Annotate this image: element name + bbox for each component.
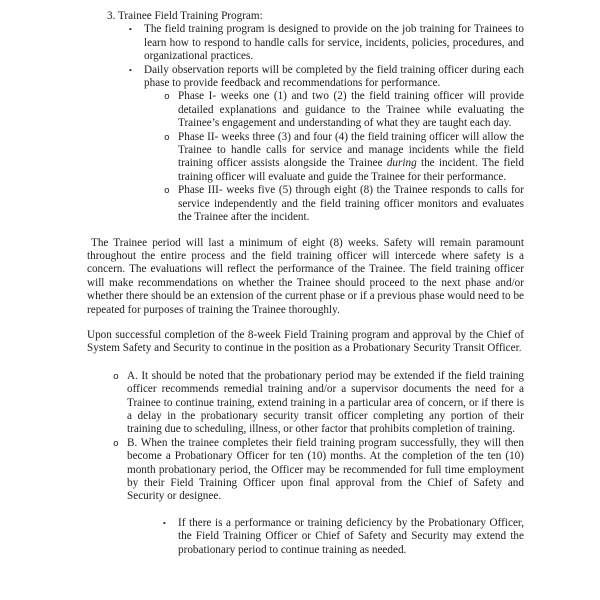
- bullet-text: Daily observation reports will be completed by the field training officer during each phase to provide feedback and recommendations for performance.: [144, 63, 524, 90]
- circle-bullet-icon: o: [164, 131, 170, 143]
- section-heading: 3. Trainee Field Training Program:: [107, 10, 263, 22]
- square-bullet-icon: ▪: [129, 24, 132, 34]
- phase-text-italic: during: [386, 157, 417, 170]
- list-item-probation-a: [113, 370, 524, 437]
- paragraph-trainee-period: The Trainee period will last a minimum of eight (8) weeks. Safety will remain paramount throughout the entire process and the field training officer will intercede where safety is a concern. The evaluations will reflect the performance of the Trainee. The field training officer will make recommendations on whether the Trainee should proceed to the next phase and/or whether there should be an extension of the current phase or if a previous phase would need to be repeated for purposes of training the Trainee thoroughly.: [87, 236, 524, 316]
- square-bullet-icon: ▪: [129, 65, 132, 75]
- list-item: [129, 64, 524, 91]
- phase-text: Phase III- weeks five (5) through eight (8) the Trainee responds to calls for service independently and the field training officer monitors and evaluates the Trainee after the incident.: [178, 184, 524, 224]
- circle-bullet-icon: o: [113, 370, 119, 382]
- list-item-phase-1: [164, 90, 524, 130]
- probation-item-text: B. When the trainee completes their field training program successfully, they will then become a Probationary Officer for ten (10) months. At the completion of the ten (10) month probationary period, the Officer may be recommended for full time employment by their Field Training Officer upon final approval from the Chief of Safety and Security or designee.: [127, 436, 524, 503]
- paragraph-completion: Upon successful completion of the 8-week Field Training program and approval by the Chief of System Safety and Security to continue in the position as a Probationary Security Transit Officer.: [87, 328, 524, 355]
- spacer: [87, 356, 524, 370]
- phase-text-post: the incident. The field training officer will evaluate and guide the Trainee for their performance.: [178, 157, 525, 183]
- spacer: [87, 317, 524, 329]
- circle-bullet-icon: o: [113, 437, 119, 449]
- circle-bullet-icon: o: [164, 185, 170, 197]
- square-bullet-icon: ▪: [163, 518, 166, 528]
- phase-text: [178, 131, 524, 185]
- bullet-text: The field training program is designed to provide on the job training for Trainees to learn how to respond to handle calls for service, incidents, policies, procedures, and organizational practices.: [144, 23, 524, 63]
- list-item: [129, 23, 524, 63]
- list-item-phase-2: [164, 131, 524, 185]
- spacer: [87, 225, 524, 237]
- list-item-probation-b: [113, 437, 524, 504]
- phase-text-pre: Phase II- weeks three (3) and four (4) the field training officer will allow the Trainee to handle calls for service and manage incidents while the field training officer assists alongside the Trainee: [178, 130, 524, 170]
- probation-item-text: A. It should be noted that the probationary period may be extended if the field training officer recommends remedial training and/or a supervisor documents the need for a Trainee to continue training, extend training in a particular area of concern, or if there is a delay in the probationary security transit officer completing any portion of their training due to scheduling, illness, or other factor that prohibits completion of training.: [127, 369, 524, 436]
- circle-bullet-icon: o: [164, 91, 170, 103]
- list-item-phase-3: [164, 184, 524, 224]
- list-item-final-note: [163, 517, 524, 557]
- final-note-text: If there is a performance or training deficiency by the Probationary Officer, the Field Training Officer or Chief of Safety and Security may extend the probationary period to continue training as needed.: [178, 516, 524, 556]
- spacer: [87, 504, 524, 517]
- phase-text: Phase I- weeks one (1) and two (2) the field training officer will provide detailed explanations and guidance to the Trainee while evaluating the Trainee’s engagement and understanding of what they are taught each day.: [178, 90, 524, 130]
